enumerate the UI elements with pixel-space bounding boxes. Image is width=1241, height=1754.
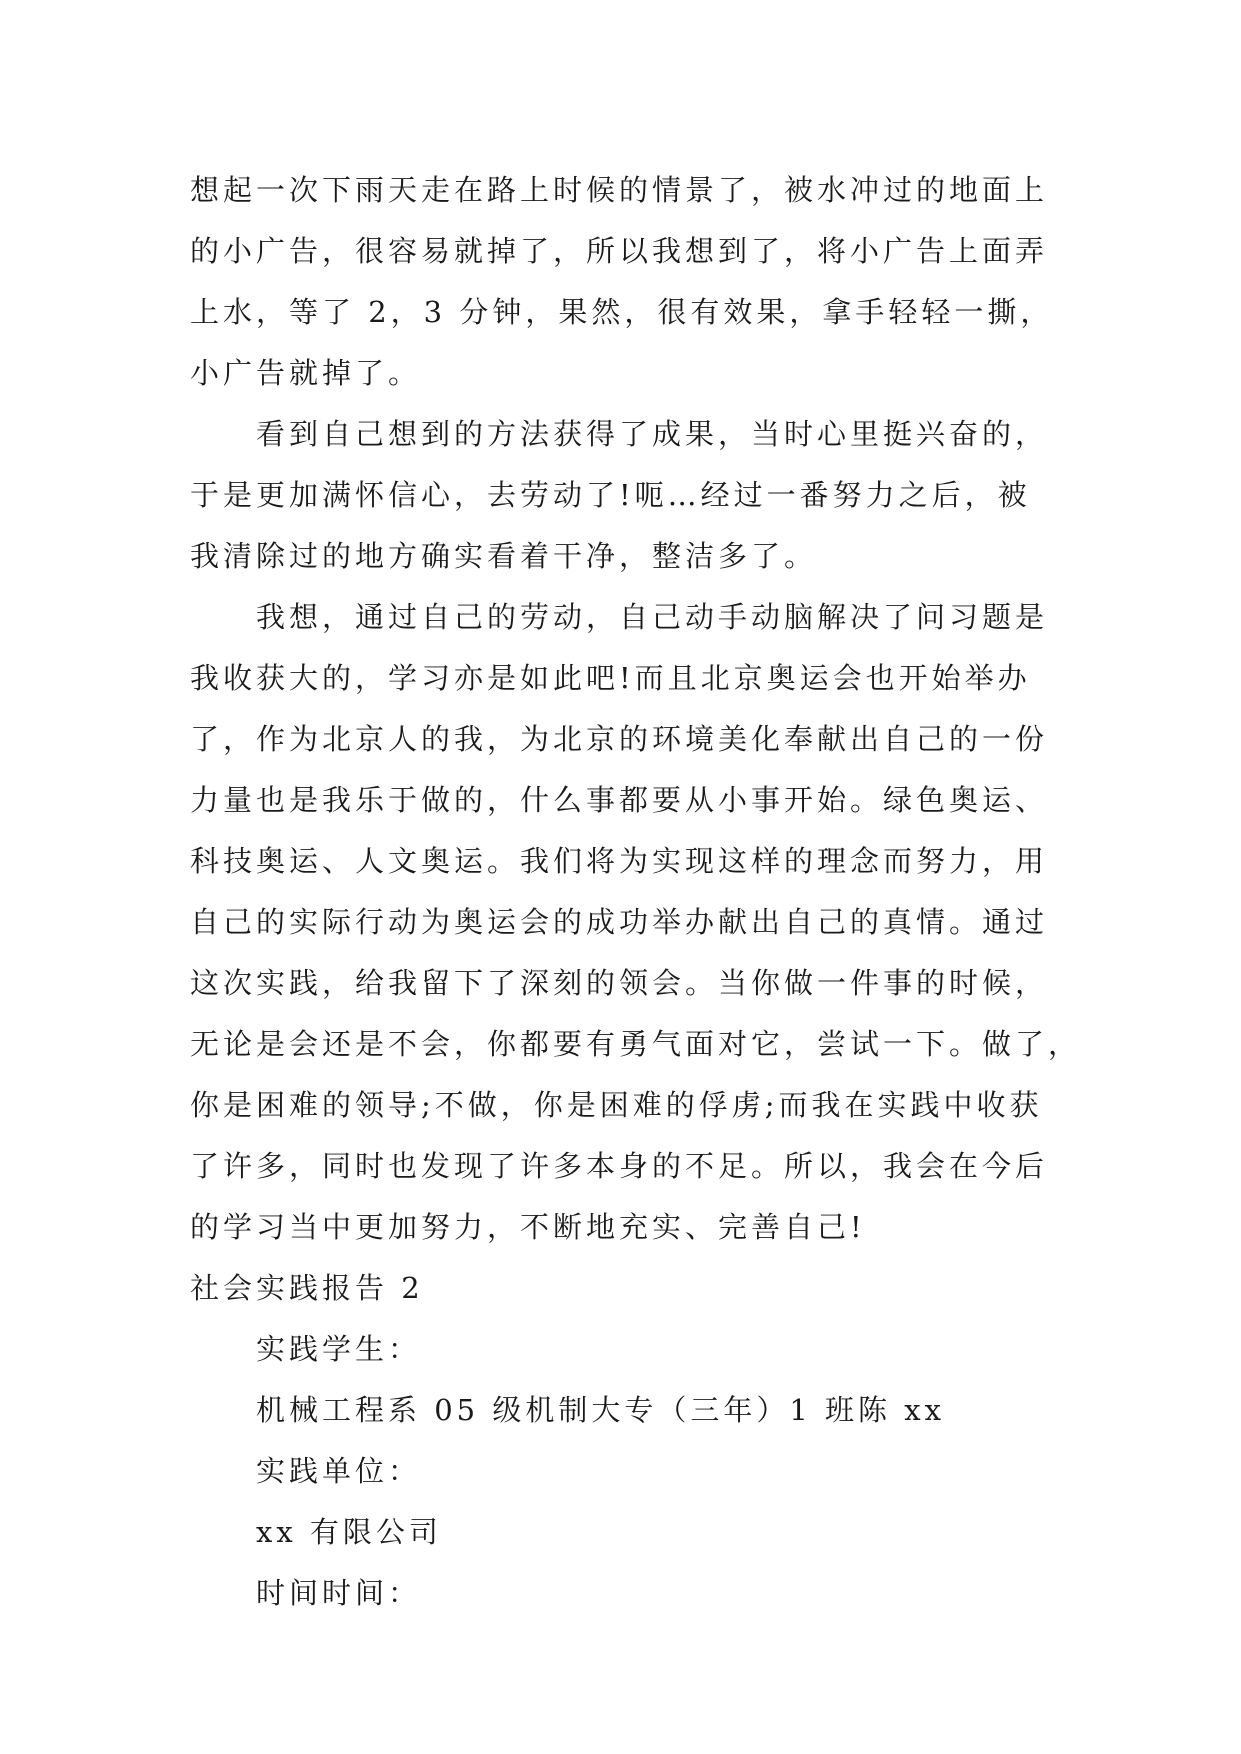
- text-line: 了许多，同时也发现了许多本身的不足。所以，我会在今后: [190, 1149, 1049, 1183]
- paragraph-3: [190, 587, 1082, 1258]
- document-body: [190, 160, 1082, 1624]
- text-line: 我收获大的，学习亦是如此吧!而且北京奥运会也开始举办: [190, 661, 1031, 695]
- section-title: 社会实践报告 2: [190, 1271, 424, 1305]
- text-line: 无论是会还是不会，你都要有勇气面对它，尝试一下。做了，: [190, 1027, 1082, 1061]
- text-line: 科技奥运、人文奥运。我们将为实现这样的理念而努力，用: [190, 844, 1049, 878]
- text-line: 小广告就掉了。: [190, 356, 422, 390]
- text-line: 你是困难的领导;不做，你是困难的俘虏;而我在实践中收获: [190, 1088, 1043, 1122]
- report-info: [190, 1319, 1055, 1624]
- text-line: 自己的实际行动为奥运会的成功举办献出自己的真情。通过: [190, 905, 1049, 939]
- text-line: 力量也是我乐于做的，什么事都要从小事开始。绿色奥运、: [190, 783, 1049, 817]
- text-line: 看到自己想到的方法获得了成果，当时心里挺兴奋的，: [256, 417, 1049, 451]
- text-line: 的学习当中更加努力，不断地充实、完善自己!: [190, 1210, 866, 1244]
- text-line: 我想，通过自己的劳动，自己动手动脑解决了问习题是: [256, 600, 1049, 634]
- text-line: 上水，等了 2，3 分钟，果然，很有效果，拿手轻轻一撕，: [190, 295, 1054, 329]
- text-line: 的小广告，很容易就掉了，所以我想到了，将小广告上面弄: [190, 234, 1049, 268]
- text-line: 想起一次下雨天走在路上时候的情景了，被水冲过的地面上: [190, 173, 1049, 207]
- paragraph-2: [190, 404, 1055, 587]
- paragraph-1: [190, 160, 1055, 404]
- info-label-student: 实践学生：: [256, 1332, 422, 1366]
- text-line: 了，作为北京人的我，为北京的环境美化奉献出自己的一份: [190, 722, 1049, 756]
- info-label-time: 时间时间：: [256, 1576, 422, 1610]
- info-value-unit: xx 有限公司: [256, 1515, 442, 1549]
- text-line: 这次实践，给我留下了深刻的领会。当你做一件事的时候，: [190, 966, 1049, 1000]
- info-value-student: 机械工程系 05 级机制大专（三年）1 班陈 xx: [256, 1393, 945, 1427]
- text-line: 我清除过的地方确实看着干净，整洁多了。: [190, 539, 818, 573]
- text-line: 于是更加满怀信心，去劳动了!呃…经过一番努力之后，被: [190, 478, 1031, 512]
- info-label-unit: 实践单位：: [256, 1454, 422, 1488]
